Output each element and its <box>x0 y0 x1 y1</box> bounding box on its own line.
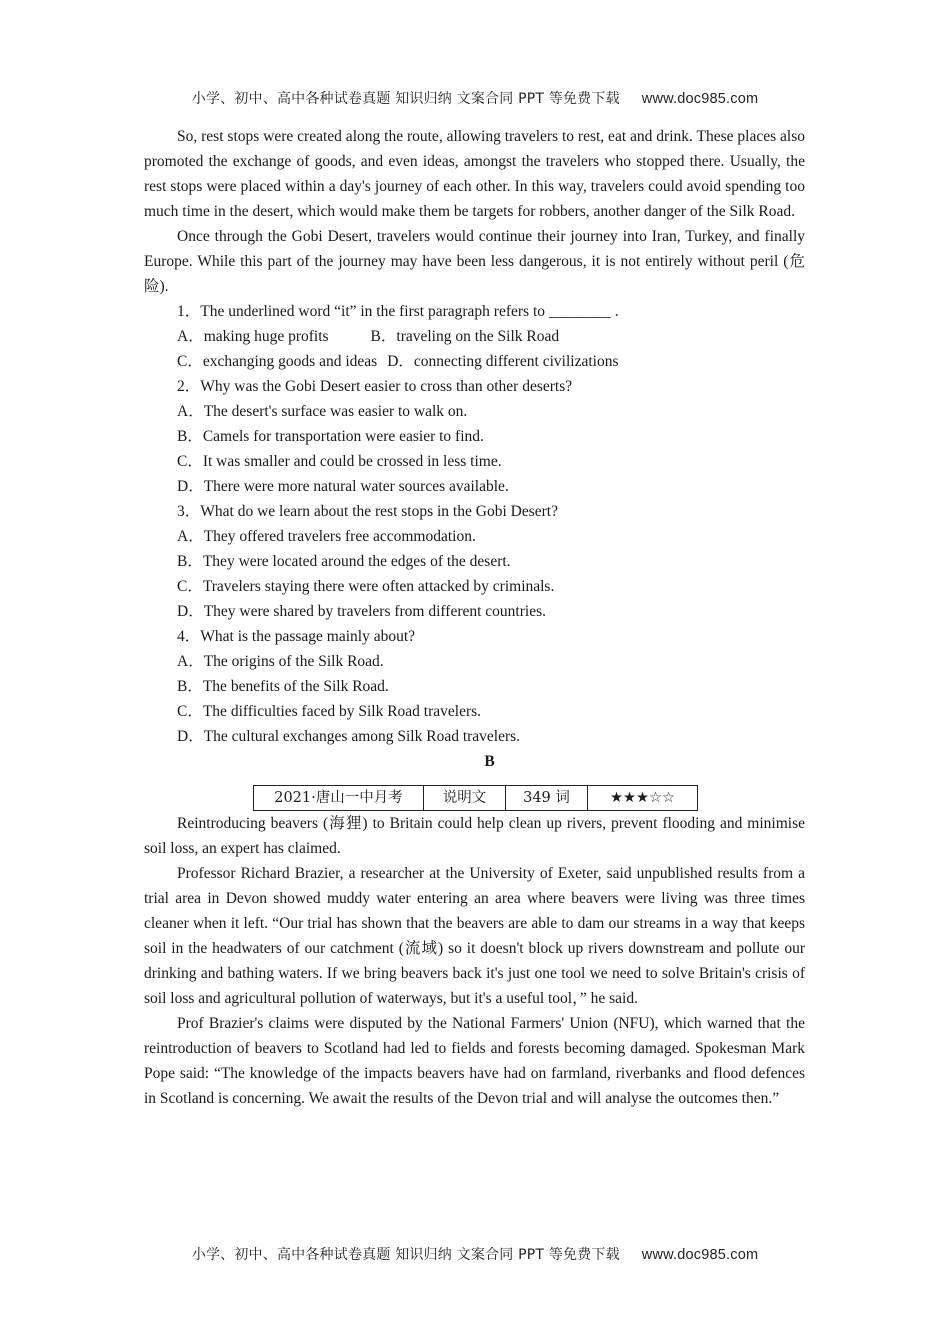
option-c[interactable] <box>144 449 805 474</box>
option-text: Camels for transportation were easier to find. <box>202 428 484 445</box>
option-letter: C． <box>177 453 203 470</box>
question-text: Why was the Gobi Desert easier to cross than other deserts? <box>200 378 573 395</box>
passage-b <box>144 811 805 1111</box>
option-a[interactable] <box>144 524 805 549</box>
option-a[interactable] <box>144 399 805 424</box>
option-b[interactable] <box>371 328 560 345</box>
option-d[interactable] <box>144 474 805 499</box>
header-site-link[interactable]: www.doc985.com <box>641 91 759 107</box>
footer-site-link[interactable]: www.doc985.com <box>641 1247 759 1263</box>
option-text: The desert's surface was easier to walk on. <box>203 403 468 420</box>
option-text: The origins of the Silk Road. <box>203 653 384 670</box>
option-letter: B． <box>177 553 203 570</box>
option-text: The benefits of the Silk Road. <box>202 678 389 695</box>
option-letter: D． <box>177 603 204 620</box>
option-text: It was smaller and could be crossed in less time. <box>202 453 502 470</box>
option-text: connecting different civilizations <box>413 353 619 370</box>
question-number: 2． <box>177 378 201 395</box>
option-letter: B． <box>370 328 397 345</box>
option-a[interactable] <box>177 328 329 345</box>
info-row <box>254 786 698 811</box>
info-genre: 说明文 <box>424 786 506 811</box>
question-number: 1． <box>177 303 201 320</box>
option-a[interactable] <box>144 649 805 674</box>
option-letter: A． <box>177 403 204 420</box>
option-text: making huge profits <box>203 328 329 345</box>
info-difficulty-stars: ★★★☆☆ <box>588 786 698 811</box>
question-stem <box>144 499 805 524</box>
info-word-count: 349 词 <box>506 786 588 811</box>
passage-b-paragraph: Reintroducing beavers (海狸) to Britain could help clean up rivers, prevent flooding and minimise soil loss, an expert has claimed. <box>144 815 805 857</box>
question-number: 3． <box>177 503 201 520</box>
passage-b-paragraph: Professor Richard Brazier, a researcher at the University of Exeter, said unpublished results from a trial area in Devon showed muddy water entering an area where beavers were living was three times cleaner when it left. “Our trial has shown that the beavers are able to dam our streams in a way that keeps soil in the headwaters of our catchment (流域) so it doesn't block up rivers downstream and pollute our drinking and bathing waters. If we bring beavers back it's just one tool we need to solve Britain's crisis of soil loss and agricultural pollution of waterways, but it's a useful tool，” he said. <box>144 865 805 1007</box>
option-letter: D． <box>177 728 204 745</box>
option-letter: B． <box>177 678 203 695</box>
option-text: They were shared by travelers from different countries. <box>203 603 546 620</box>
question-text: The underlined word “it” in the first paragraph refers to ________ . <box>200 303 619 320</box>
option-text: exchanging goods and ideas <box>202 353 378 370</box>
question-text: What do we learn about the rest stops in the Gobi Desert? <box>200 503 558 520</box>
passage-a-paragraph: Once through the Gobi Desert, travelers would continue their journey into Iran, Turkey, and finally Europe. While this part of the journey may have been less dangerous, it is not entirely without peril (危险). <box>144 228 805 295</box>
footer-tagline: 小学、初中、高中各种试卷真题 知识归纳 文案合同 PPT 等免费下载 <box>191 1247 620 1263</box>
option-letter: C． <box>177 703 203 720</box>
question-4 <box>144 624 805 749</box>
option-c[interactable] <box>144 699 805 724</box>
question-stem <box>144 299 805 324</box>
option-c[interactable] <box>177 353 377 370</box>
option-text: They were located around the edges of the desert. <box>202 553 511 570</box>
page-footer <box>0 1244 950 1264</box>
question-text: What is the passage mainly about? <box>200 628 416 645</box>
option-letter: B． <box>177 428 203 445</box>
option-letter: A． <box>177 653 204 670</box>
passage-info-table <box>253 785 698 811</box>
option-text: traveling on the Silk Road <box>396 328 560 345</box>
option-d[interactable] <box>144 599 805 624</box>
question-3 <box>144 499 805 624</box>
option-text: The difficulties faced by Silk Road travelers. <box>202 703 482 720</box>
info-source: 2021·唐山一中月考 <box>254 786 424 811</box>
option-letter: D． <box>177 478 204 495</box>
section-b-heading: B <box>484 753 495 770</box>
passage-a-paragraph: So, rest stops were created along the route, allowing travelers to rest, eat and drink. These places also promoted the exchange of goods, and even ideas, amongst the travelers who stopped there. Usually, the rest stops were placed within a day's journey of each other. In this way, travelers could avoid spending too much time in the desert, which would make them be targets for robbers, another danger of the Silk Road. <box>144 128 805 220</box>
option-text: The cultural exchanges among Silk Road travelers. <box>203 728 521 745</box>
page-header <box>0 88 950 108</box>
question-1 <box>144 299 805 374</box>
option-row <box>144 324 805 349</box>
option-letter: A． <box>177 328 204 345</box>
question-2 <box>144 374 805 499</box>
option-text: Travelers staying there were often attacked by criminals. <box>202 578 555 595</box>
option-b[interactable] <box>144 549 805 574</box>
option-letter: D． <box>387 353 414 370</box>
header-tagline: 小学、初中、高中各种试卷真题 知识归纳 文案合同 PPT 等免费下载 <box>191 91 620 107</box>
option-letter: C． <box>177 578 203 595</box>
option-letter: C． <box>177 353 203 370</box>
document-body <box>144 124 805 1111</box>
option-text: They offered travelers free accommodation. <box>203 528 476 545</box>
question-number: 4． <box>177 628 201 645</box>
option-c[interactable] <box>144 574 805 599</box>
option-d[interactable] <box>387 353 618 370</box>
option-d[interactable] <box>144 724 805 749</box>
question-stem <box>144 624 805 649</box>
option-letter: A． <box>177 528 204 545</box>
option-b[interactable] <box>144 674 805 699</box>
option-text: There were more natural water sources available. <box>203 478 509 495</box>
option-row <box>144 349 805 374</box>
option-b[interactable] <box>144 424 805 449</box>
question-stem <box>144 374 805 399</box>
passage-b-paragraph: Prof Brazier's claims were disputed by the National Farmers' Union (NFU), which warned that the reintroduction of beavers to Scotland had led to fields and forests becoming damaged. Spokesman Mark Pope said: “The knowledge of the impacts beavers have had on farmland, riverbanks and flood defences in Scotland is concerning. We await the results of the Devon trial and will analyse the outcomes then.” <box>144 1015 805 1107</box>
